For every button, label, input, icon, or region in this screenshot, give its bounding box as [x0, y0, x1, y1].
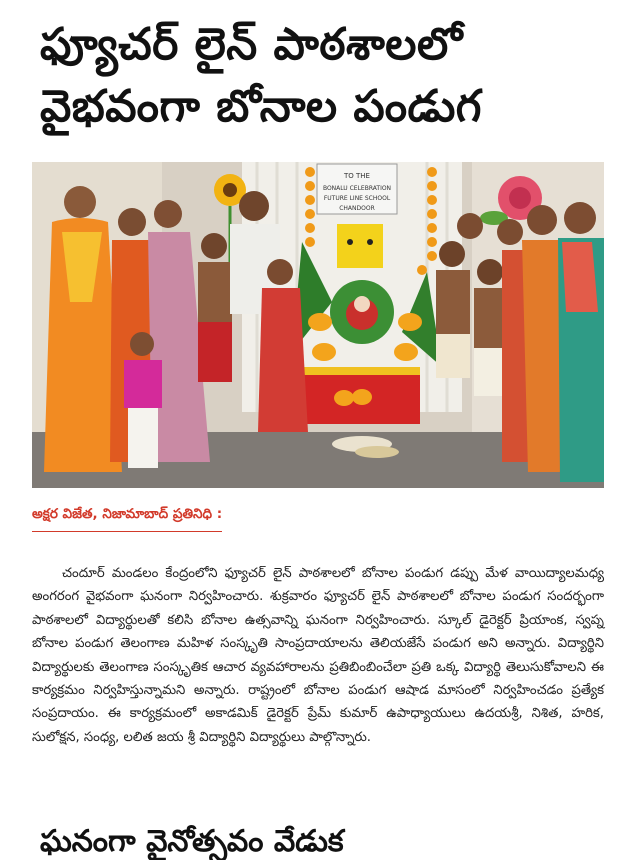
next-article-headline: ఘనంగా వైనోత్సవం వేడుక: [40, 824, 344, 859]
headline-line-1: ఫ్యూచర్ లైన్ పాఠశాలలో: [40, 19, 463, 70]
svg-text:CHANDOOR: CHANDOOR: [339, 205, 375, 212]
svg-text:BONALU CELEBRATION: BONALU CELEBRATION: [322, 185, 392, 192]
svg-text:TO THE: TO THE: [344, 172, 370, 180]
article-body: చందూర్ మండలం కేంద్రంలోని ఫ్యూచర్ లైన్ పాఠశాలలో బోనాల పండుగ డప్పు మేళ వాయిద్యాలమధ్య అంగరంగ వైభవంగా ఘనంగా నిర్వహించారు. శుక్రవారం ఫ్యూచర్ లైన్ పాఠశాలలో బోనాల పండుగ సందర్భంగా పాఠశాలలో విద్యార్థులతో కలిసి బోనాల ఉత్సవాన్ని ఘనంగా నిర్వహించారు. స్కూల్ డైరెక్టర్ ప్రియాంక, స్వప్న బోనాల పండుగ తెలంగాణ మహిళ సంస్కృతి సాంప్రదాయాలను తెలియజేసే పండుగ అని అన్నారు. విద్యార్థిని విద్యార్థులకు తెలంగాణ సంస్కృతిక ఆచార వ్యవహారాలను ప్రతిబింబించేలా ప్రతి ఒక్క విద్యార్థి తెలుసుకోవాలని ఈ కార్యక్రమం నిర్వహిస్తున్నామని అన్నారు. రాష్ట్రంలో బోనాల పండుగ ఆషాడ మాసంలో నిర్వహించడం ప్రత్యేక సంప్రదాయం. ఈ కార్యక్రమంలో అకాడమిక్ డైరెక్టర్ ప్రేమ్ కుమార్ ఉపాధ్యాయులు ఉదయశ్రీ, నిశిత, హరిక, సులోక్షన, సంధ్య, లలిత జయ శ్రీ విద్యార్థిని విద్యార్థులు పాల్గొన్నారు.: [32, 566, 604, 745]
byline: అక్షర విజేత, నిజామాబాద్ ప్రతినిధి :: [32, 506, 222, 532]
event-photo: [32, 162, 604, 488]
headline-line-2: వైభవంగా బోనాల పండుగ: [40, 81, 482, 132]
svg-text:FUTURE LINE SCHOOL: FUTURE LINE SCHOOL: [323, 195, 391, 202]
article-headline: [40, 14, 610, 138]
